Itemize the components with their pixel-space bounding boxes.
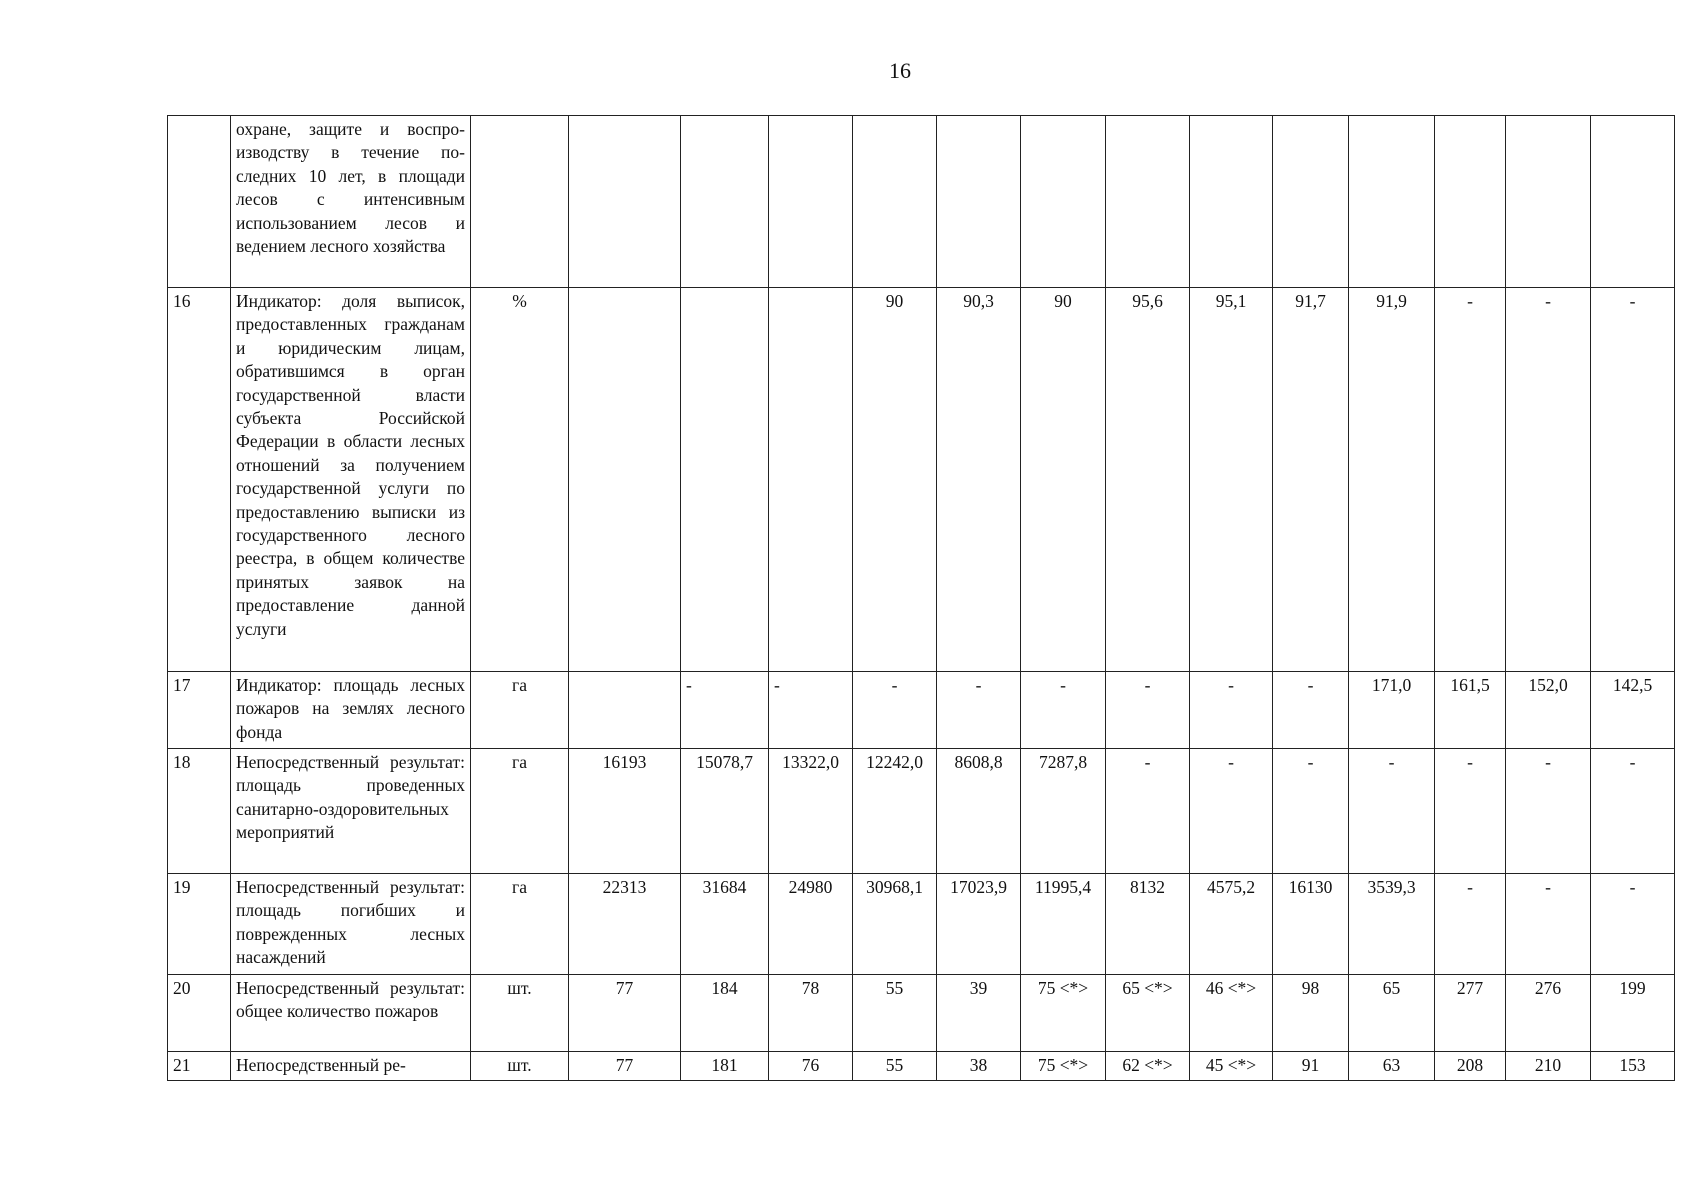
row-number-cell: [168, 116, 231, 288]
value-cell: -: [1021, 672, 1106, 749]
value-cell: -: [937, 672, 1021, 749]
value-cell: [1435, 116, 1506, 288]
indicator-description-cell: Непосредственный результат: общее количество пожаров: [231, 975, 471, 1052]
page-number: 16: [889, 58, 911, 83]
value-cell: 184: [681, 975, 769, 1052]
indicator-description-cell: охране, защите и воспроизводству в течение последних 10 лет, в площади лесов с интенсивным использованием лесов и ведением лесного хозяйства: [231, 116, 471, 288]
indicator-description-cell: Индикатор: доля выписок, предоставленных гражданам и юридическим лицам, обратившимся в орган государственной власти субъекта Российской Федерации в области лесных отношений за получением государственной услуги по предоставлению выписки из государственного лесного реестра, в общем количестве принятых заявок на предоставление данной услуги: [231, 288, 471, 672]
value-cell: 277: [1435, 975, 1506, 1052]
value-cell: 95,1: [1190, 288, 1273, 672]
value-cell: 3539,3: [1349, 874, 1435, 975]
value-cell: -: [1106, 672, 1190, 749]
value-cell: 16193: [569, 749, 681, 874]
value-cell: 11995,4: [1021, 874, 1106, 975]
value-cell: 38: [937, 1052, 1021, 1081]
value-cell: 91: [1273, 1052, 1349, 1081]
value-cell: [769, 116, 853, 288]
row-number-cell: 16: [168, 288, 231, 672]
unit-cell: га: [471, 749, 569, 874]
value-cell: 208: [1435, 1052, 1506, 1081]
value-cell: [769, 288, 853, 672]
unit-cell: %: [471, 288, 569, 672]
indicator-description-cell: Непосредственный результат: площадь проведенных санитарно-оздоровительных мероприятий: [231, 749, 471, 874]
value-cell: 98: [1273, 975, 1349, 1052]
value-cell: 90: [853, 288, 937, 672]
indicator-description-cell: Непосредственный результат: площадь погибших и поврежденных лесных насаждений: [231, 874, 471, 975]
value-cell: -: [1506, 749, 1591, 874]
table-row: [168, 975, 1675, 1052]
value-cell: 22313: [569, 874, 681, 975]
value-cell: 8132: [1106, 874, 1190, 975]
value-cell: [1021, 116, 1106, 288]
value-cell: 17023,9: [937, 874, 1021, 975]
value-cell: 152,0: [1506, 672, 1591, 749]
value-cell: [681, 116, 769, 288]
value-cell: -: [1435, 749, 1506, 874]
row-number-cell: 17: [168, 672, 231, 749]
value-cell: -: [1591, 874, 1675, 975]
value-cell: -: [853, 672, 937, 749]
value-cell: 30968,1: [853, 874, 937, 975]
value-cell: -: [1435, 874, 1506, 975]
value-cell: -: [1591, 749, 1675, 874]
value-cell: 77: [569, 1052, 681, 1081]
row-number-cell: 18: [168, 749, 231, 874]
value-cell: [853, 116, 937, 288]
value-cell: -: [1435, 288, 1506, 672]
value-cell: 4575,2: [1190, 874, 1273, 975]
value-cell: 63: [1349, 1052, 1435, 1081]
unit-cell: га: [471, 672, 569, 749]
value-cell: 13322,0: [769, 749, 853, 874]
value-cell: 76: [769, 1052, 853, 1081]
value-cell: 90: [1021, 288, 1106, 672]
value-cell: [681, 288, 769, 672]
value-cell: -: [1591, 288, 1675, 672]
value-cell: -: [1190, 749, 1273, 874]
table-row: [168, 116, 1675, 288]
value-cell: -: [1506, 874, 1591, 975]
table-row: [168, 288, 1675, 672]
value-cell: 75 <*>: [1021, 1052, 1106, 1081]
value-cell: 171,0: [1349, 672, 1435, 749]
value-cell: -: [1273, 672, 1349, 749]
value-cell: -: [1106, 749, 1190, 874]
value-cell: [1273, 116, 1349, 288]
value-cell: -: [1273, 749, 1349, 874]
value-cell: 31684: [681, 874, 769, 975]
table-row: [168, 749, 1675, 874]
value-cell: 8608,8: [937, 749, 1021, 874]
value-cell: 62 <*>: [1106, 1052, 1190, 1081]
value-cell: 95,6: [1106, 288, 1190, 672]
value-cell: 91,7: [1273, 288, 1349, 672]
value-cell: 199: [1591, 975, 1675, 1052]
value-cell: [1190, 116, 1273, 288]
row-number-cell: 19: [168, 874, 231, 975]
value-cell: [1591, 116, 1675, 288]
value-cell: 75 <*>: [1021, 975, 1106, 1052]
value-cell: [1506, 116, 1591, 288]
value-cell: [1349, 116, 1435, 288]
value-cell: 16130: [1273, 874, 1349, 975]
value-cell: 153: [1591, 1052, 1675, 1081]
value-cell: 7287,8: [1021, 749, 1106, 874]
value-cell: [569, 116, 681, 288]
unit-cell: шт.: [471, 975, 569, 1052]
value-cell: 39: [937, 975, 1021, 1052]
value-cell: -: [769, 672, 853, 749]
value-cell: 45 <*>: [1190, 1052, 1273, 1081]
value-cell: [569, 288, 681, 672]
value-cell: -: [681, 672, 769, 749]
value-cell: -: [1190, 672, 1273, 749]
value-cell: 12242,0: [853, 749, 937, 874]
value-cell: [569, 672, 681, 749]
value-cell: 15078,7: [681, 749, 769, 874]
indicator-description-cell: Индикатор: площадь лесных пожаров на землях лесного фонда: [231, 672, 471, 749]
unit-cell: [471, 116, 569, 288]
value-cell: 78: [769, 975, 853, 1052]
value-cell: 24980: [769, 874, 853, 975]
value-cell: 210: [1506, 1052, 1591, 1081]
value-cell: 276: [1506, 975, 1591, 1052]
unit-cell: шт.: [471, 1052, 569, 1081]
value-cell: 90,3: [937, 288, 1021, 672]
row-number-cell: 21: [168, 1052, 231, 1081]
value-cell: 65: [1349, 975, 1435, 1052]
value-cell: 142,5: [1591, 672, 1675, 749]
unit-cell: га: [471, 874, 569, 975]
value-cell: 181: [681, 1052, 769, 1081]
value-cell: 77: [569, 975, 681, 1052]
value-cell: 91,9: [1349, 288, 1435, 672]
value-cell: 46 <*>: [1190, 975, 1273, 1052]
indicators-table: [167, 115, 1675, 1081]
value-cell: 161,5: [1435, 672, 1506, 749]
table-row: [168, 874, 1675, 975]
table-row: [168, 672, 1675, 749]
value-cell: 55: [853, 975, 937, 1052]
value-cell: 65 <*>: [1106, 975, 1190, 1052]
value-cell: [937, 116, 1021, 288]
value-cell: -: [1349, 749, 1435, 874]
value-cell: 55: [853, 1052, 937, 1081]
indicator-description-cell: Непосредственный ре-: [231, 1052, 471, 1081]
value-cell: -: [1506, 288, 1591, 672]
row-number-cell: 20: [168, 975, 231, 1052]
table-row: [168, 1052, 1675, 1081]
value-cell: [1106, 116, 1190, 288]
